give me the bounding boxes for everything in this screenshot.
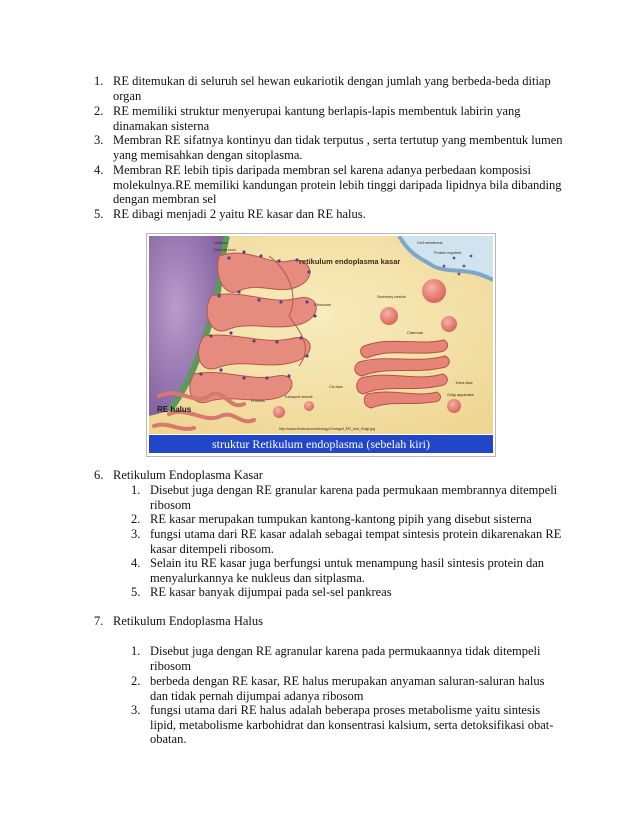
list-text-line: lipid, metabolisme karbohidrat dan konsentrasi kalsium, serta detoksifikasi obat- (150, 717, 554, 732)
list-text-line: Selain itu RE kasar juga berfungsi untuk menampung hasil sintesis protein dan (150, 556, 545, 570)
list-text-line: organ (113, 88, 142, 103)
label-trans-face: Trans face (455, 381, 473, 385)
label-protein-expelled: Protein expelled (434, 251, 462, 255)
label-nucleus: Nucleus (214, 241, 228, 245)
list-text-line: dan tidak pernah dijumpai adanya ribosom (150, 688, 364, 703)
list-number: 3. (94, 133, 104, 147)
list-text-line: Disebut juga dengan RE granular karena pada permukaan membrannya ditempeli (150, 483, 558, 497)
list-text-line: obatan. (150, 732, 187, 747)
secretory-vesicle-shape (447, 399, 461, 413)
list-text-line: RE dibagi menjadi 2 yaitu RE kasar dan RE halus. (113, 207, 366, 221)
list-item-3 (94, 133, 574, 163)
list-number: 4. (131, 556, 141, 570)
figure-title: retikulum endoplasma kasar (299, 257, 401, 266)
list-text-line: fungsi utama dari RE halus adalah beberapa proses metabolisme yaitu sintesis (150, 703, 541, 717)
list-text-line: menyalurkannya ke nukleus dan sitplasma. (150, 570, 365, 585)
re-halus-label: RE halus (157, 405, 192, 414)
section-6-heading (94, 468, 574, 484)
label-secretory-vesicle: Secretory vesicle (377, 295, 406, 299)
subitem-6-3 (131, 527, 571, 557)
section-number: 7. (94, 614, 104, 628)
list-number: 5. (94, 207, 104, 221)
list-item-1 (94, 74, 574, 104)
list-text-line: berbeda dengan RE kasar, RE halus merupakan anyaman saluran-saluran halus (150, 674, 545, 688)
list-text-line: ribosom (150, 658, 191, 673)
list-text-line: RE memiliki struktur menyerupai kantung berlapis-lapis membentuk labirin yang (113, 104, 521, 118)
list-number: 2. (131, 674, 141, 688)
list-item-2 (94, 104, 574, 134)
list-text-line: yang memisahkan dengan sitoplasma. (113, 147, 303, 162)
transport-vesicle-shape (273, 406, 285, 418)
label-proteins: Proteins (251, 399, 265, 403)
subitem-6-4 (131, 556, 571, 586)
list-number: 1. (94, 74, 104, 88)
list-item-5 (94, 207, 574, 223)
label-ribosome: Ribosome (314, 303, 332, 307)
subitem-7-1 (131, 644, 571, 674)
er-figure (146, 233, 496, 457)
transport-vesicle-shape (304, 401, 314, 411)
subitem-6-1 (131, 483, 571, 513)
list-text-line: dengan membran sel (113, 192, 217, 207)
list-text-line: RE ditemukan di seluruh sel hewan eukariotik dengan jumlah yang berbeda-beda ditiap (113, 74, 551, 88)
secretory-vesicle-shape (441, 316, 457, 332)
label-golgi-apparatus: Golgi apparatus (447, 393, 474, 397)
section-title: Retikulum Endoplasma Halus (113, 614, 263, 628)
list-number: 4. (94, 163, 104, 177)
list-number: 2. (94, 104, 104, 118)
label-cisternae: Cisternae (407, 331, 424, 335)
list-text-line: Membran RE lebih tipis daripada membran sel karena adanya perbedaan komposisi (113, 163, 531, 177)
section-7-heading (94, 614, 574, 630)
list-text-line: Disebut juga dengan RE agranular karena pada permukaannya tidak ditempeli (150, 644, 541, 658)
section-number: 6. (94, 468, 104, 482)
list-text-line: kasar ditempeli ribosom. (150, 541, 274, 556)
subitem-6-2 (131, 512, 571, 528)
subitem-7-2 (131, 674, 571, 704)
list-text-line: Membran RE sifatnya kontinyu dan tidak terputus , serta tertutup yang membentuk lumen (113, 133, 563, 147)
label-transport-vesicle: Transport vesicle (284, 395, 313, 399)
label-cell-membrane: Cell membrane (417, 241, 443, 245)
figure-source-url: http://www.fredonia.edu/biology/Omega/t_ER_and_Golgi.jpg (279, 427, 375, 431)
label-nuclear-pore: Nuclear pore (214, 248, 236, 252)
subitem-7-3 (131, 703, 571, 749)
list-text-line: RE kasar banyak dijumpai pada sel-sel pankreas (150, 585, 392, 599)
label-cis-face: Cis face (329, 385, 343, 389)
figure-caption: struktur Retikulum endoplasma (sebelah kiri) (149, 435, 493, 453)
er-diagram-image (149, 236, 493, 434)
list-text-line: fungsi utama dari RE kasar adalah sebagai tempat sintesis protein dikarenakan RE (150, 527, 562, 541)
list-text-line: dinamakan sisterna (113, 118, 210, 133)
list-text-line: molekulnya.RE memiliki kandungan protein lebih tinggi daripada lipidnya bila dibanding (113, 177, 562, 192)
list-number: 2. (131, 512, 141, 526)
list-number: 5. (131, 585, 141, 599)
list-number: 3. (131, 527, 141, 541)
list-number: 3. (131, 703, 141, 717)
secretory-vesicle-shape (380, 307, 398, 325)
secretory-vesicle-shape (422, 279, 446, 303)
list-item-4 (94, 163, 574, 207)
list-text-line: ribosom (150, 497, 191, 512)
subitem-6-5 (131, 585, 571, 601)
section-title: Retikulum Endoplasma Kasar (113, 468, 263, 482)
list-number: 1. (131, 483, 141, 497)
list-text-line: RE kasar merupakan tumpukan kantong-kantong pipih yang disebut sisterna (150, 512, 532, 526)
list-number: 1. (131, 644, 141, 658)
